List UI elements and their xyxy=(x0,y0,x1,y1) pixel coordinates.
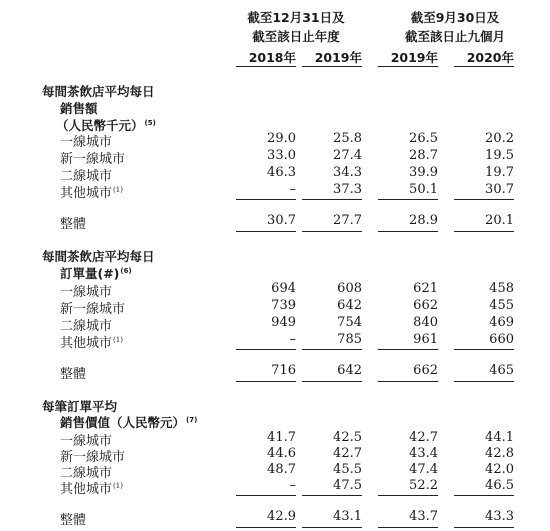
total-cell: 30.7 xyxy=(267,213,296,228)
footnote-ref: (7) xyxy=(186,415,198,424)
table-cell: 50.1 xyxy=(409,182,438,197)
footnote-ref: (1) xyxy=(113,481,123,490)
table-cell: 37.3 xyxy=(333,182,362,197)
subtotal-rule xyxy=(454,199,514,200)
row-label: 一線城市 xyxy=(60,285,113,300)
table-cell: 961 xyxy=(413,332,438,347)
total-rule xyxy=(236,381,296,382)
section-title: 銷售額 xyxy=(60,101,98,116)
table-cell: 34.3 xyxy=(333,165,362,180)
section-title: 每間茶飲店平均每日 xyxy=(42,249,155,264)
table-cell: 48.7 xyxy=(267,462,296,477)
year-header-2018: 2018年 xyxy=(248,50,296,65)
table-cell: 29.0 xyxy=(267,131,296,146)
total-rule xyxy=(236,527,296,528)
table-cell: – xyxy=(289,182,296,197)
total-label: 整體 xyxy=(60,367,87,382)
total-rule xyxy=(236,231,296,232)
table-cell: 42.7 xyxy=(409,430,438,445)
table-cell: – xyxy=(289,332,296,347)
total-rule xyxy=(454,231,514,232)
table-cell: 19.5 xyxy=(485,148,514,163)
table-cell: 754 xyxy=(337,315,362,330)
table-cell: 25.8 xyxy=(333,131,362,146)
header-underline xyxy=(378,66,438,67)
total-cell: 662 xyxy=(413,363,438,378)
total-cell: 716 xyxy=(271,363,296,378)
total-rule xyxy=(302,527,362,528)
row-label: 其他城市$^{(1)}$ xyxy=(60,481,123,497)
table-cell: 41.7 xyxy=(267,430,296,445)
row-label: 其他城市$^{(1)}$ xyxy=(60,335,123,351)
subtotal-rule xyxy=(302,349,362,350)
footnote-ref: (5) xyxy=(144,118,156,127)
section-title: 每間茶飲店平均每日 xyxy=(42,84,155,99)
table-cell: 20.2 xyxy=(485,131,514,146)
table-cell: 42.0 xyxy=(485,462,514,477)
subtotal-rule xyxy=(378,199,438,200)
table-cell: 949 xyxy=(271,315,296,330)
table-cell: – xyxy=(289,478,296,493)
section-title: 訂單量(#)$^{(6)}$ xyxy=(60,266,132,281)
table-cell: 42.8 xyxy=(485,446,514,461)
period-header-fy-line1: 截至12月31日及 xyxy=(247,10,345,25)
row-label: 二線城市 xyxy=(60,466,113,481)
footnote-ref: (6) xyxy=(120,266,132,275)
table-cell: 47.4 xyxy=(409,462,438,477)
section-title: 每筆訂單平均 xyxy=(42,399,118,414)
table-cell: 840 xyxy=(413,315,438,330)
total-cell: 43.1 xyxy=(333,509,362,524)
table-cell: 739 xyxy=(271,298,296,313)
period-header-9m-line1: 截至9月30日及 xyxy=(410,10,500,25)
row-label: 新一線城市 xyxy=(60,450,126,465)
table-cell: 662 xyxy=(413,298,438,313)
total-cell: 20.1 xyxy=(485,213,514,228)
subtotal-rule xyxy=(378,495,438,496)
header-underline xyxy=(236,66,296,67)
table-cell: 621 xyxy=(413,281,438,296)
table-cell: 44.6 xyxy=(267,446,296,461)
total-cell: 28.9 xyxy=(409,213,438,228)
subtotal-rule xyxy=(302,495,362,496)
subtotal-rule xyxy=(454,349,514,350)
total-rule xyxy=(378,231,438,232)
section-title: （人民幣千元）$^{(5)}$ xyxy=(56,118,156,133)
table-cell: 46.5 xyxy=(485,478,514,493)
table-cell: 43.4 xyxy=(409,446,438,461)
row-label: 二線城市 xyxy=(60,319,113,334)
row-label: 一線城市 xyxy=(60,434,113,449)
table-cell: 46.3 xyxy=(267,165,296,180)
footnote-ref: (1) xyxy=(113,185,123,194)
header-underline xyxy=(302,66,362,67)
row-label: 其他城市$^{(1)}$ xyxy=(60,185,123,201)
table-cell: 26.5 xyxy=(409,131,438,146)
subtotal-rule xyxy=(236,495,296,496)
subtotal-rule xyxy=(236,199,296,200)
table-cell: 42.5 xyxy=(333,430,362,445)
total-cell: 642 xyxy=(337,363,362,378)
header-underline xyxy=(454,66,514,67)
table-cell: 42.7 xyxy=(333,446,362,461)
table-cell: 47.5 xyxy=(333,478,362,493)
table-cell: 45.5 xyxy=(333,462,362,477)
total-rule xyxy=(302,231,362,232)
period-header-fy-line2: 截至該日止年度 xyxy=(252,29,340,44)
row-label: 新一線城市 xyxy=(60,302,126,317)
table-cell: 694 xyxy=(271,281,296,296)
row-label: 新一線城市 xyxy=(60,152,126,167)
subtotal-rule xyxy=(236,349,296,350)
subtotal-rule xyxy=(454,495,514,496)
table-cell: 785 xyxy=(337,332,362,347)
section-title: 銷售價值（人民幣元）$^{(7)}$ xyxy=(60,415,198,430)
year-header-2019-9m: 2019年 xyxy=(390,50,438,65)
total-cell: 27.7 xyxy=(333,213,362,228)
table-cell: 27.4 xyxy=(333,148,362,163)
table-cell: 44.1 xyxy=(485,430,514,445)
total-rule xyxy=(454,381,514,382)
total-rule xyxy=(302,381,362,382)
period-header-9m-line2: 截至該日止九個月 xyxy=(404,29,505,44)
table-cell: 642 xyxy=(337,298,362,313)
row-label: 一線城市 xyxy=(60,135,113,150)
table-cell: 455 xyxy=(489,298,514,313)
subtotal-rule xyxy=(378,349,438,350)
year-header-2019: 2019年 xyxy=(314,50,362,65)
table-cell: 469 xyxy=(489,315,514,330)
total-rule xyxy=(454,527,514,528)
total-label: 整體 xyxy=(60,513,87,528)
table-cell: 28.7 xyxy=(409,148,438,163)
table-cell: 30.7 xyxy=(485,182,514,197)
total-rule xyxy=(378,527,438,528)
table-cell: 458 xyxy=(489,281,514,296)
year-header-2020-9m: 2020年 xyxy=(466,50,514,65)
table-cell: 39.9 xyxy=(409,165,438,180)
footnote-ref: (1) xyxy=(113,335,123,344)
table-cell: 52.2 xyxy=(409,478,438,493)
total-cell: 43.7 xyxy=(409,509,438,524)
total-rule xyxy=(378,381,438,382)
table-cell: 660 xyxy=(489,332,514,347)
table-cell: 19.7 xyxy=(485,165,514,180)
total-label: 整體 xyxy=(60,217,87,232)
total-cell: 42.9 xyxy=(267,509,296,524)
table-cell: 608 xyxy=(337,281,362,296)
total-cell: 43.3 xyxy=(485,509,514,524)
total-cell: 465 xyxy=(489,363,514,378)
row-label: 二線城市 xyxy=(60,169,113,184)
subtotal-rule xyxy=(302,199,362,200)
table-cell: 33.0 xyxy=(267,148,296,163)
